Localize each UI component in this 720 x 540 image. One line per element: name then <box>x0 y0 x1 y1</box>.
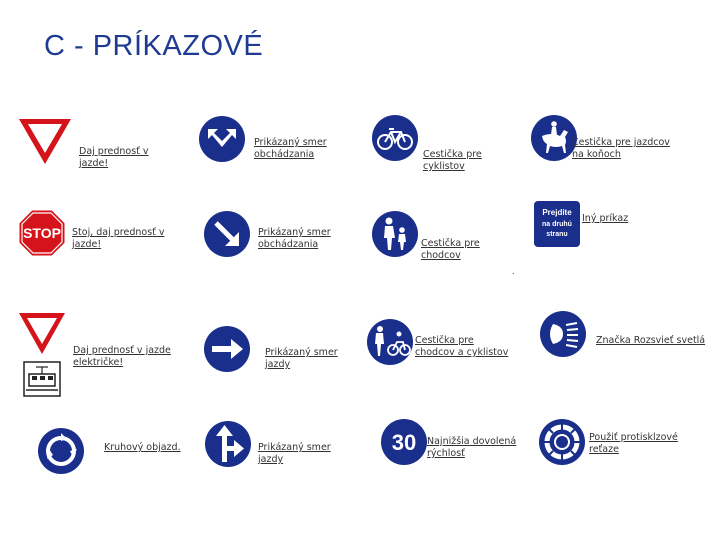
minimum-speed-icon <box>380 418 428 466</box>
sign-label-ped-cycle: Cestička pre chodcov a cyklistov <box>415 335 509 358</box>
headlights-icon <box>539 310 587 358</box>
sign-label-tram: Daj prednosť v jazde električke! <box>73 345 171 368</box>
sign-label-roundabout: Kruhový objazd. <box>104 442 181 453</box>
bicycle-icon <box>371 114 419 162</box>
sign-label-pass-both: Prikázaný smer obchádzania <box>254 137 327 160</box>
sign-label-stop: Stoj, daj prednosť v jazde! <box>72 227 165 250</box>
sign-label-lights: Značka Rozsvieť svetlá <box>596 335 706 346</box>
keep-right-arrow-icon <box>203 210 251 258</box>
yield-tram-sign-icon <box>18 312 66 400</box>
sign-label-other: Iný príkaz <box>582 213 629 224</box>
stop-text: STOP <box>23 225 61 241</box>
page-title: C - PRÍKAZOVÉ <box>44 30 264 62</box>
min-speed-value: 30 <box>391 430 417 455</box>
stray-dot: . <box>512 266 515 276</box>
yield-sign-icon <box>17 116 73 166</box>
sign-label-min-speed: Najnižšia dovolená rýchlosť <box>427 436 517 459</box>
sign-label-straight-right: Prikázaný smer jazdy <box>258 442 331 465</box>
roundabout-icon <box>37 427 85 475</box>
sign-label-yield: Daj prednosť v jazde! <box>79 146 149 169</box>
sign-label-cycle: Cestička pre cyklistov <box>423 149 482 172</box>
other-sign-line-2: na druhú <box>542 221 572 228</box>
sign-label-horse: Cestička pre jazdcov na koňoch <box>572 137 670 160</box>
turn-right-arrow-icon <box>203 325 251 373</box>
sign-label-go-right: Prikázaný smer jazdy <box>265 347 338 370</box>
pedestrian-cyclist-icon <box>366 318 414 366</box>
sign-label-chains: Použiť protisklzové reťaze <box>589 432 678 455</box>
text-command-sign-icon <box>533 200 581 248</box>
straight-or-right-arrow-icon <box>204 420 252 468</box>
stop-sign-icon <box>18 209 66 257</box>
pass-either-side-icon <box>198 115 246 163</box>
other-sign-line-3: stranu <box>546 231 568 238</box>
other-sign-line-1: Prejdite <box>542 208 572 217</box>
pedestrians-icon <box>371 210 419 258</box>
sign-label-pass-right: Prikázaný smer obchádzania <box>258 227 331 250</box>
horse-rider-icon <box>530 114 578 162</box>
snow-chains-icon <box>538 418 586 466</box>
sign-label-pedestrian: Cestička pre chodcov <box>421 238 480 261</box>
